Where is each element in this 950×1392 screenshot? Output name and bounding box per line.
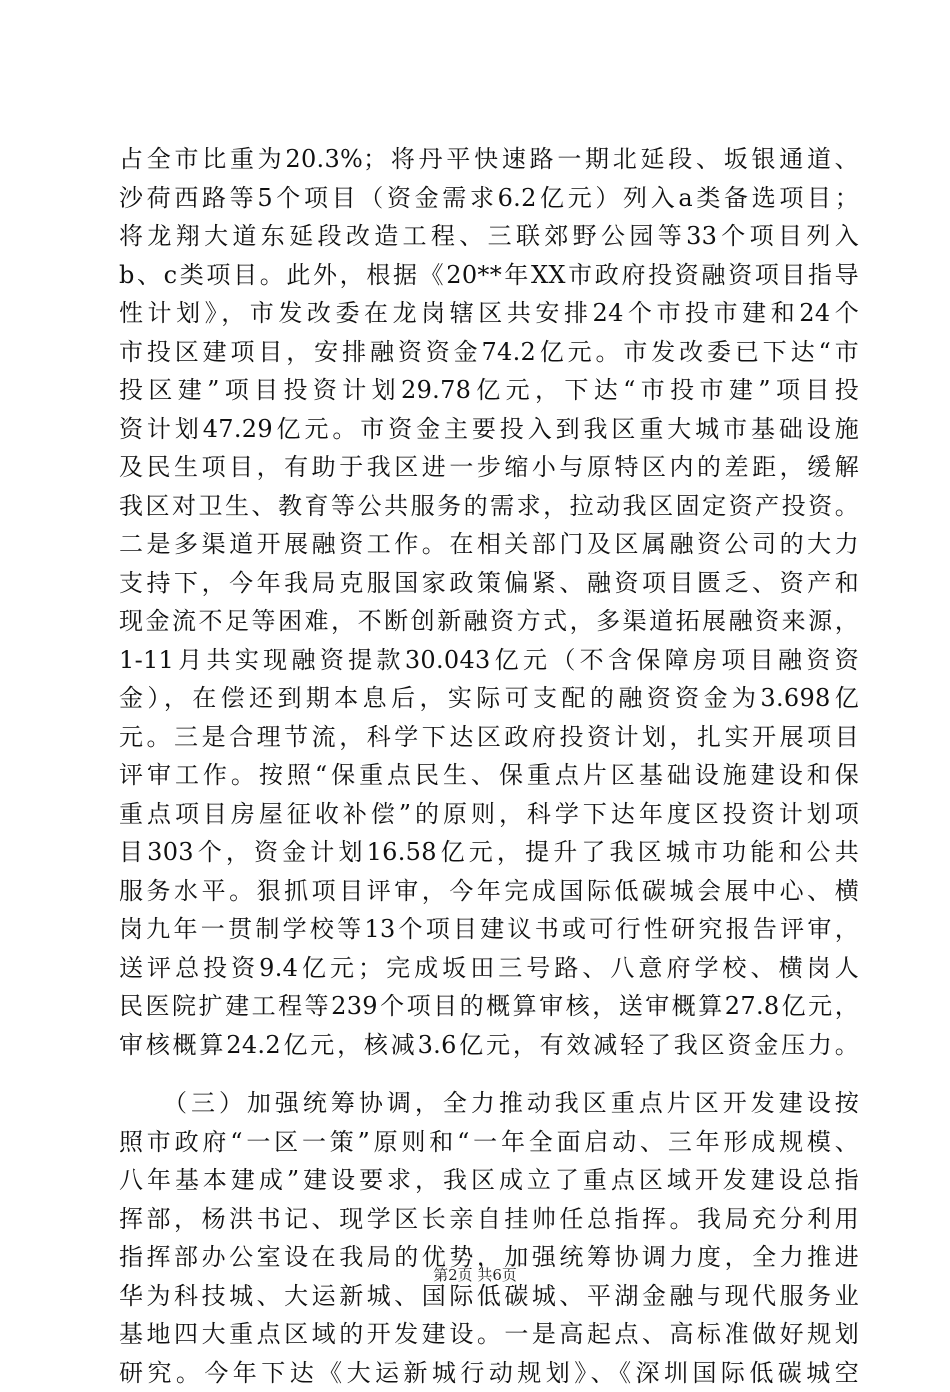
text-line: 送评总投资9.4亿元；完成坂田三号路、八意府学校、横岗人 [119,949,859,988]
page-footer [0,1265,950,1285]
text-line: 照市政府“一区一策”原则和“一年全面启动、三年形成规模、 [119,1123,859,1162]
text-line: 评审工作。按照“保重点民生、保重点片区基础设施建设和保 [119,756,859,795]
text-line: 1-11月共实现融资提款30.043亿元（不含保障房项目融资资 [119,641,859,680]
text-line: b、c类项目。此外，根据《20**年XX市政府投资融资项目指导 [119,256,859,295]
text-line: 市投区建项目，安排融资资金74.2亿元。市发改委已下达“市 [119,333,859,372]
text-line: 指挥部办公室设在我局的优势，加强统筹协调力度，全力推进 [119,1238,859,1277]
text-line: 支持下，今年我局克服国家政策偏紧、融资项目匮乏、资产和 [119,564,859,603]
text-line: 八年基本建成”建设要求，我区成立了重点区域开发建设总指 [119,1161,859,1200]
text-line: 元。三是合理节流，科学下达区政府投资计划，扎实开展项目 [119,718,859,757]
text-line: 民医院扩建工程等239个项目的概算审核，送审概算27.8亿元， [119,987,859,1026]
text-line: 占全市比重为20.3%；将丹平快速路一期北延段、坂银通道、 [119,140,859,179]
text-line: 我区对卫生、教育等公共服务的需求，拉动我区固定资产投资。 [119,487,859,526]
text-line: 服务水平。狠抓项目评审，今年完成国际低碳城会展中心、横 [119,872,859,911]
page-number-label: 第2页 共6页 [433,1266,517,1284]
text-line: 岗九年一贯制学校等13个项目建议书或可行性研究报告评审， [119,910,859,949]
paragraph-spacer [119,1064,859,1084]
text-line: 基地四大重点区域的开发建设。一是高起点、高标准做好规划 [119,1315,859,1354]
text-line: 目303个，资金计划16.58亿元，提升了我区城市功能和公共 [119,833,859,872]
paragraph-1 [119,140,859,1064]
text-line: 及民生项目，有助于我区进一步缩小与原特区内的差距，缓解 [119,448,859,487]
text-line: 性计划》，市发改委在龙岗辖区共安排24个市投市建和24个 [119,294,859,333]
text-line: 挥部，杨洪书记、现学区长亲自挂帅任总指挥。我局充分利用 [119,1200,859,1239]
text-line: 审核概算24.2亿元，核减3.6亿元，有效减轻了我区资金压力。 [119,1026,859,1065]
text-line: 将龙翔大道东延段改造工程、三联郊野公园等33个项目列入 [119,217,859,256]
text-line: 重点项目房屋征收补偿”的原则，科学下达年度区投资计划项 [119,795,859,834]
text-line: 金），在偿还到期本息后，实际可支配的融资资金为3.698亿 [119,679,859,718]
text-line: 现金流不足等困难，不断创新融资方式，多渠道拓展融资来源， [119,602,859,641]
paragraph-2 [119,1084,859,1392]
text-line: 沙荷西路等5个项目（资金需求6.2亿元）列入a类备选项目； [119,179,859,218]
text-line: 华为科技城、大运新城、国际低碳城、平湖金融与现代服务业 [119,1277,859,1316]
text-line: 二是多渠道开展融资工作。在相关部门及区属融资公司的大力 [119,525,859,564]
document-body [119,140,859,1392]
text-line: 研究。今年下达《大运新城行动规划》、《深圳国际低碳城空 [119,1354,859,1392]
text-line: 投区建”项目投资计划29.78亿元，下达“市投市建”项目投 [119,371,859,410]
text-line: （三）加强统筹协调，全力推动我区重点片区开发建设按 [119,1084,859,1123]
text-line: 资计划47.29亿元。市资金主要投入到我区重大城市基础设施 [119,410,859,449]
